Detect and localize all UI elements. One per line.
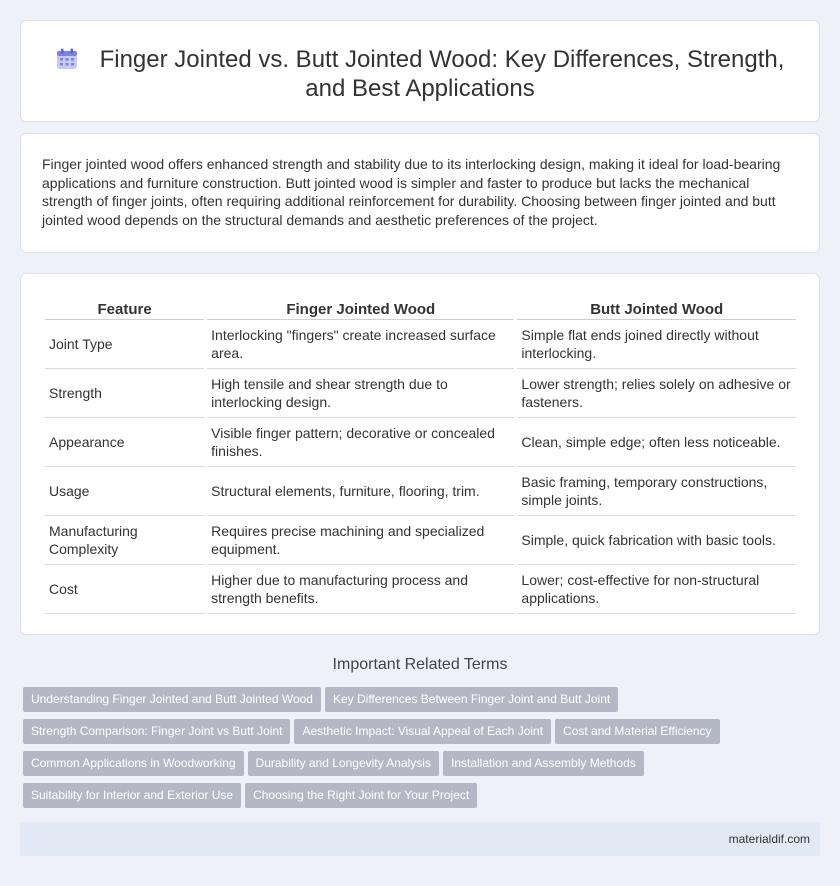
butt-cell: Clean, simple edge; often less noticeable. (517, 418, 796, 467)
feature-cell: Usage (45, 467, 204, 516)
tag-link[interactable]: Aesthetic Impact: Visual Appeal of Each Joint (294, 719, 551, 744)
tag-link[interactable]: Durability and Longevity Analysis (248, 751, 439, 776)
finger-cell: Requires precise machining and specialized equipment. (207, 516, 514, 565)
page-title-wrap (21, 45, 819, 103)
header-butt-jointed: Butt Jointed Wood (517, 296, 796, 320)
table-row (45, 516, 796, 565)
table-row (45, 320, 796, 369)
feature-cell: Strength (45, 369, 204, 418)
feature-cell: Joint Type (45, 320, 204, 369)
finger-cell: Interlocking "fingers" create increased surface area. (207, 320, 514, 369)
calendar-grid-icon (56, 48, 78, 70)
table-row (45, 418, 796, 467)
finger-cell: Structural elements, furniture, flooring, trim. (207, 467, 514, 516)
butt-cell: Simple flat ends joined directly without interlocking. (517, 320, 796, 369)
butt-cell: Simple, quick fabrication with basic tools. (517, 516, 796, 565)
footer-bar (20, 822, 820, 856)
tag-link[interactable]: Cost and Material Efficiency (555, 719, 720, 744)
feature-cell: Appearance (45, 418, 204, 467)
tag-row (23, 783, 823, 815)
page-title: Finger Jointed vs. Butt Jointed Wood: Key Differences, Strength, and Best Applications (99, 46, 785, 102)
tag-link[interactable]: Key Differences Between Finger Joint and Butt Joint (325, 687, 618, 712)
header-finger-jointed: Finger Jointed Wood (207, 296, 514, 320)
intro-card (20, 133, 820, 253)
tag-link[interactable]: Understanding Finger Jointed and Butt Jointed Wood (23, 687, 321, 712)
table-header-row (45, 296, 796, 320)
tag-link[interactable]: Installation and Assembly Methods (443, 751, 644, 776)
butt-cell: Basic framing, temporary constructions, simple joints. (517, 467, 796, 516)
feature-cell: Cost (45, 565, 204, 614)
finger-cell: Visible finger pattern; decorative or concealed finishes. (207, 418, 514, 467)
title-card (20, 20, 820, 122)
butt-cell: Lower strength; relies solely on adhesive or fasteners. (517, 369, 796, 418)
related-terms-tags (23, 687, 823, 815)
comparison-table-card (20, 273, 820, 635)
finger-cell: Higher due to manufacturing process and strength benefits. (207, 565, 514, 614)
finger-cell: High tensile and shear strength due to interlocking design. (207, 369, 514, 418)
table-row (45, 467, 796, 516)
tag-row (23, 719, 823, 751)
related-terms-heading: Important Related Terms (332, 656, 508, 673)
footer-site: materialdif.com (728, 832, 810, 846)
intro-paragraph: Finger jointed wood offers enhanced strength and stability due to its interlocking design, making it ideal for load-bearing applications and furniture construction. Butt jointed wood is simpler and faster to produce but lacks the mechanical strength of finger joints, often requiring additional reinforcement for durability. Choosing between finger jointed and butt jointed wood depends on the structural demands and aesthetic preferences of the project. (42, 156, 781, 228)
feature-cell: Manufacturing Complexity (45, 516, 204, 565)
tag-link[interactable]: Choosing the Right Joint for Your Project (245, 783, 477, 808)
tag-link[interactable]: Suitability for Interior and Exterior Use (23, 783, 241, 808)
tag-link[interactable]: Strength Comparison: Finger Joint vs Butt Joint (23, 719, 290, 744)
tag-row (23, 687, 823, 719)
table-row (45, 565, 796, 614)
comparison-table (42, 296, 799, 614)
tag-row (23, 751, 823, 783)
tag-link[interactable]: Common Applications in Woodworking (23, 751, 244, 776)
butt-cell: Lower; cost-effective for non-structural applications. (517, 565, 796, 614)
table-row (45, 369, 796, 418)
header-feature: Feature (45, 296, 204, 320)
